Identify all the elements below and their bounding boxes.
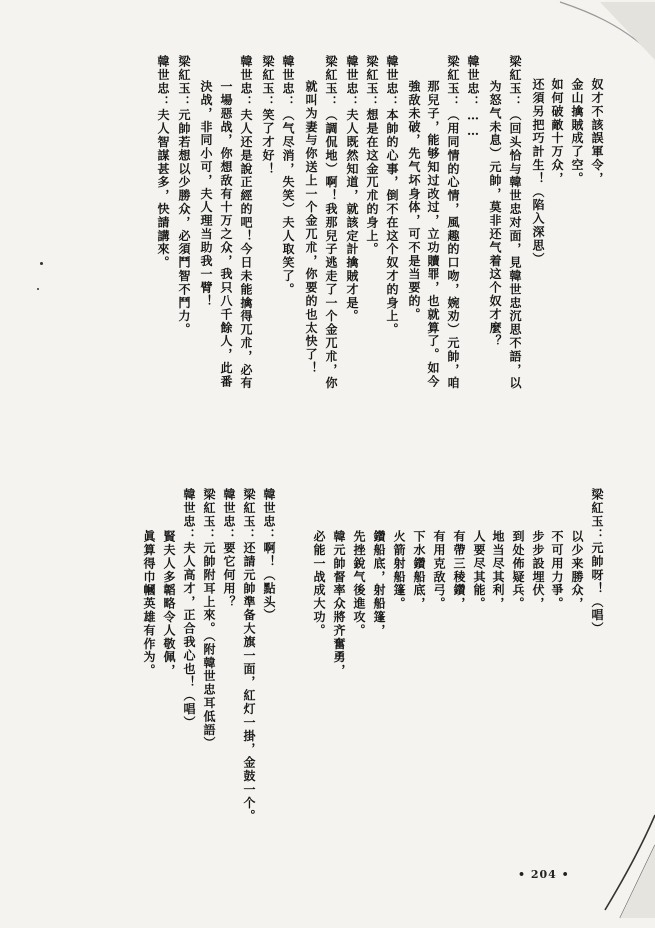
page-number: • 204 • — [518, 868, 570, 881]
text-line-10: 強敌未破，先气坏身体，可不是当要的。 — [407, 80, 421, 322]
text-line-35: 先挫銳气後進攻。 — [352, 530, 366, 638]
text-line-39: 梁紅玉：还請元帥準备大旗一面，紅灯一掛，金鼓一个。 — [242, 488, 256, 823]
text-line-29: 人要尽其能。 — [472, 530, 486, 611]
text-line-9: 那兒子，能够知过改过，立功贖罪，也就算了。如今 — [426, 80, 440, 389]
scan-speck — [40, 262, 43, 265]
text-line-33: 火箭射船篷。 — [392, 530, 406, 611]
text-line-14: 梁紅玉：（調侃地）啊！我那兒子逃走了一个金兀朮，你 — [324, 55, 338, 390]
text-line-37: 必能一战成大功。 — [312, 530, 326, 638]
text-line-43: 賢夫人多韜略令人敬佩， — [162, 530, 176, 678]
text-line-30: 有帶三稜鑽， — [452, 530, 466, 611]
text-line-20: 決战，非同小可，夫人理当助我一臂！ — [199, 80, 213, 308]
text-line-23: 梁紅玉：元帥呀！（唱） — [590, 488, 604, 636]
text-line-16: 韓世忠：（气尽消，失笑）夫人取笑了。 — [281, 55, 295, 297]
text-line-21: 梁紅玉：元帥若想以少勝众，必須鬥智不鬥力。 — [177, 55, 191, 337]
text-line-36: 韓元帥督率众將齐奮勇， — [332, 530, 346, 678]
text-line-26: 步步設埋伏， — [531, 530, 545, 611]
text-line-40: 韓世忠：要它何用？ — [222, 488, 236, 609]
text-line-28: 地当尽其利， — [491, 530, 505, 611]
text-line-44: 眞算得巾幗英雄有作为。 — [142, 530, 156, 678]
text-line-5: 梁紅玉：（回头恰与韓世忠对面，見韓世忠沉思不語，以 — [508, 55, 522, 390]
scan-speck — [37, 288, 39, 290]
text-line-8: 梁紅玉：（用同情的心情，風趣的口吻，婉劝）元帥，咱 — [446, 55, 460, 390]
text-line-38: 韓世忠：啊！（點头） — [262, 488, 276, 622]
text-line-2: 金山擒賊成了空。 — [570, 78, 584, 186]
text-line-19: 一場惡战，你想敌有十万之众，我只八千餘人，此番 — [219, 80, 233, 389]
text-line-25: 不可用力爭。 — [550, 530, 564, 611]
text-line-13: 韓世忠：夫人既然知道，就該定計擒賊才是。 — [345, 55, 359, 323]
text-line-3: 如何破敵十万众， — [550, 78, 564, 186]
text-line-41: 梁紅玉：元帥附耳上來。（附韓世忠耳低語） — [202, 488, 216, 750]
text-line-42: 韓世忠：夫人高才，正合我心也！（唱） — [182, 488, 196, 730]
text-line-12: 梁紅玉：想是在这金兀朮的身上。 — [365, 55, 379, 256]
text-line-15: 就叫为妻与你送上一个金兀朮，你要的也太快了！ — [304, 80, 318, 375]
text-line-4: 还須另把巧計生！（陷入深思） — [531, 78, 545, 266]
text-line-1: 奴才不該誤軍令， — [590, 78, 604, 186]
text-line-17: 梁紅玉：笑了才好！ — [261, 55, 275, 176]
text-line-31: 有用克敌弓。 — [432, 530, 446, 611]
text-line-22: 韓世忠：夫人智謀甚多，快請講來。 — [156, 55, 170, 270]
text-line-6: 为怒气未息）元帥，莫非还气着这个奴才麼？ — [488, 80, 502, 348]
text-line-7: 韓世忠：…… — [466, 55, 480, 140]
text-line-34: 鑽船底，射船篷， — [372, 530, 386, 638]
text-line-32: 下水鑽船底， — [412, 530, 426, 611]
text-line-24: 以少来勝众， — [570, 530, 584, 611]
text-line-18: 韓世忠：夫人还是說正經的吧！今日未能擒得兀朮，必有 — [239, 55, 253, 390]
text-line-11: 韓世忠：本帥的心事，倒不在这个奴才的身上。 — [385, 55, 399, 337]
text-line-27: 到处佈疑兵。 — [511, 530, 525, 611]
